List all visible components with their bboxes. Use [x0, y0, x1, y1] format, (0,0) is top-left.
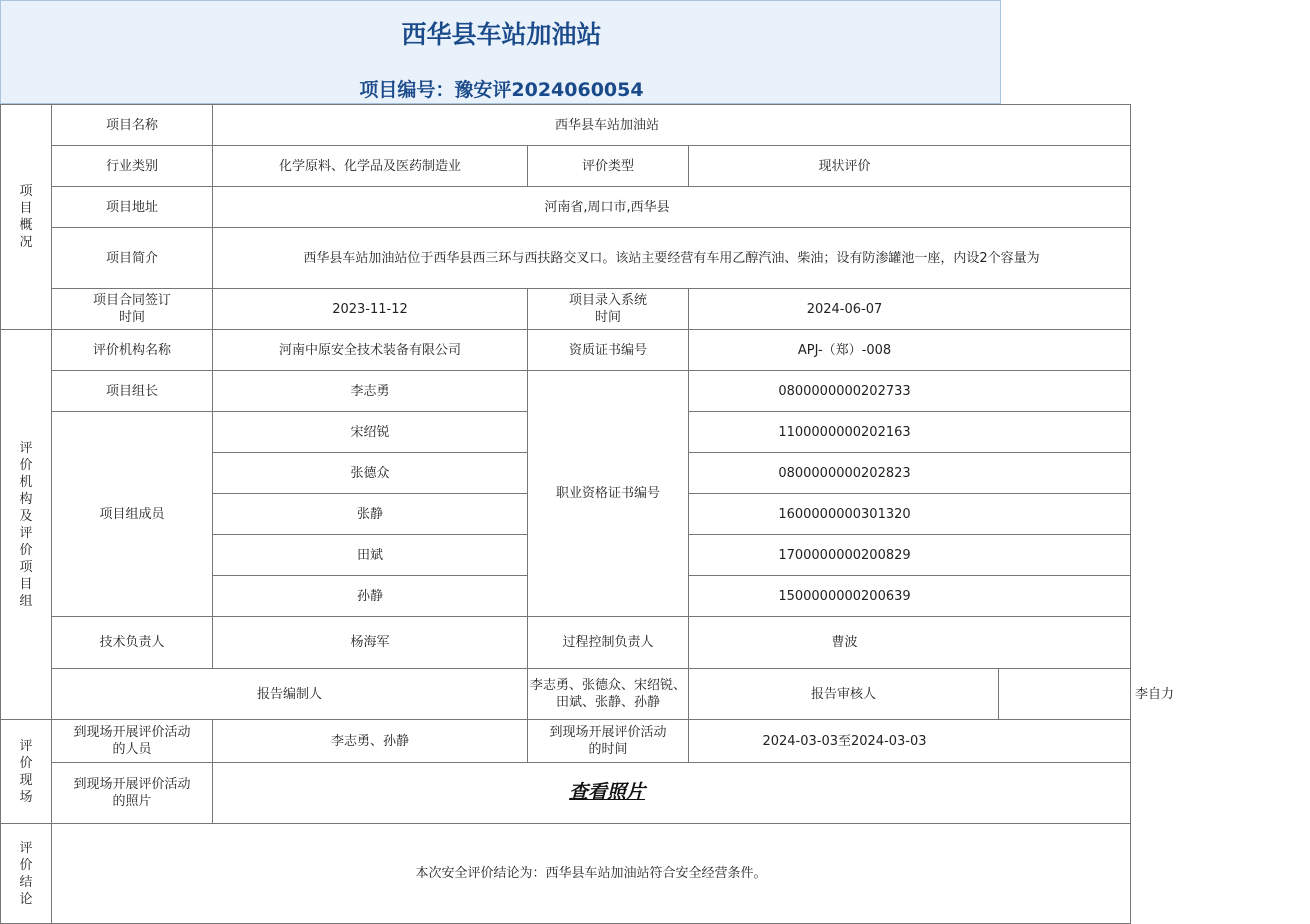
contract-time-label: 项目合同签订时间: [52, 289, 213, 330]
project-name-value: 西华县车站加油站: [213, 105, 1131, 146]
tech-lead-value: 杨海军: [213, 617, 528, 669]
industry-label: 行业类别: [52, 146, 213, 187]
section-org: 评价机构及评价项目组: [1, 330, 52, 720]
member-cert: 0800000000202823: [689, 453, 1131, 494]
report-reviewer-label: 报告审核人: [689, 669, 999, 720]
process-lead-value: 曹波: [689, 617, 1131, 669]
site-time-value: 2024-03-03至2024-03-03: [689, 720, 1131, 763]
view-photos-link[interactable]: 查看照片: [568, 780, 645, 803]
report-reviewer-value: 李自力: [999, 669, 1131, 720]
org-name-value: 河南中原安全技术装备有限公司: [213, 330, 528, 371]
industry-value: 化学原料、化学品及医药制造业: [213, 146, 528, 187]
site-people-value: 李志勇、孙静: [213, 720, 528, 763]
contract-time-value: 2023-11-12: [213, 289, 528, 330]
eval-type-value: 现状评价: [689, 146, 1131, 187]
report-editor-label: 报告编制人: [52, 669, 528, 720]
intro-value: 西华县车站加油站位于西华县西三环与西扶路交叉口。该站主要经营有车用乙醇汽油、柴油；设有防渗罐池一座，内设2个容量为: [213, 228, 1131, 289]
section-conclusion: 评价结论: [1, 824, 52, 924]
section-overview: 项目概况: [1, 105, 52, 330]
member-name: 田斌: [213, 535, 528, 576]
member-name: 宋绍锐: [213, 412, 528, 453]
process-lead-label: 过程控制负责人: [528, 617, 689, 669]
intro-label: 项目简介: [52, 228, 213, 289]
site-people-label: 到现场开展评价活动的人员: [52, 720, 213, 763]
qual-cert-label: 职业资格证书编号: [528, 371, 689, 617]
member-cert: 1500000000200639: [689, 576, 1131, 617]
member-name: 张德众: [213, 453, 528, 494]
address-value: 河南省,周口市,西华县: [213, 187, 1131, 228]
leader-cert: 0800000000202733: [689, 371, 1131, 412]
leader-label: 项目组长: [52, 371, 213, 412]
project-number: 项目编号：豫安评2024060054: [359, 79, 644, 101]
page-header: [0, 0, 1001, 104]
member-name: 孙静: [213, 576, 528, 617]
members-label: 项目组成员: [52, 412, 213, 617]
member-cert: 1100000000202163: [689, 412, 1131, 453]
report-editor-value: 李志勇、张德众、宋绍锐、田斌、张静、孙静: [528, 669, 689, 720]
member-name: 张静: [213, 494, 528, 535]
conclusion-text: 本次安全评价结论为：西华县车站加油站符合安全经营条件。: [52, 824, 1131, 924]
eval-type-label: 评价类型: [528, 146, 689, 187]
site-time-label: 到现场开展评价活动的时间: [528, 720, 689, 763]
project-info-table: [0, 104, 1174, 924]
section-site: 评价现场: [1, 720, 52, 824]
site-photo-label: 到现场开展评价活动的照片: [52, 763, 213, 824]
page-title: 西华县车站加油站: [401, 20, 602, 49]
tech-lead-label: 技术负责人: [52, 617, 213, 669]
project-name-label: 项目名称: [52, 105, 213, 146]
org-name-label: 评价机构名称: [52, 330, 213, 371]
site-photo-cell: [213, 763, 1131, 824]
cert-label: 资质证书编号: [528, 330, 689, 371]
entry-time-label: 项目录入系统时间: [528, 289, 689, 330]
cert-value: APJ-（郑）-008: [689, 330, 1131, 371]
entry-time-value: 2024-06-07: [689, 289, 1131, 330]
member-cert: 1700000000200829: [689, 535, 1131, 576]
member-cert: 1600000000301320: [689, 494, 1131, 535]
address-label: 项目地址: [52, 187, 213, 228]
leader-name: 李志勇: [213, 371, 528, 412]
